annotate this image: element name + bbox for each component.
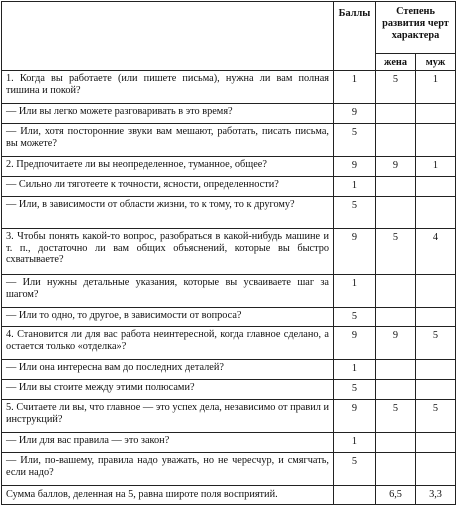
summary-row [2, 486, 456, 505]
male-cell [416, 380, 456, 400]
table-row [2, 177, 456, 197]
question-text: — Или вы легко можете разговаривать в это время? [2, 104, 334, 124]
female-cell: 5 [376, 400, 416, 433]
table-row [2, 157, 456, 177]
female-cell [376, 197, 416, 229]
male-cell [416, 177, 456, 197]
score-cell: 1 [334, 71, 376, 104]
female-cell: 5 [376, 71, 416, 104]
female-cell: 5 [376, 229, 416, 275]
question-text: — Или вы стоите между этими полюсами? [2, 380, 334, 400]
question-text: — Или то одно, то другое, в зависимости от вопроса? [2, 308, 334, 327]
table-row [2, 104, 456, 124]
table-row [2, 275, 456, 308]
score-cell: 1 [334, 433, 376, 453]
table-row [2, 433, 456, 453]
table-row [2, 308, 456, 327]
header-row [2, 2, 456, 54]
table-row [2, 327, 456, 360]
male-cell: 5 [416, 327, 456, 360]
male-cell: 4 [416, 229, 456, 275]
summary-female-cell: 6,5 [376, 486, 416, 505]
female-column-header: жена [376, 54, 416, 71]
table-row [2, 197, 456, 229]
question-text: 3. Чтобы понять какой-то вопрос, разобраться в какой-нибудь машине и т. п., достаточно ли вам общих объяснений, которые вы быстро схватываете? [2, 229, 334, 275]
score-cell: 9 [334, 229, 376, 275]
score-cell: 1 [334, 177, 376, 197]
score-cell: 5 [334, 197, 376, 229]
table-row [2, 360, 456, 380]
question-text: 4. Становится ли для вас работа неинтересной, когда главное сделано, а остается только «отделка»? [2, 327, 334, 360]
score-cell: 9 [334, 327, 376, 360]
male-cell [416, 275, 456, 308]
table-row [2, 453, 456, 486]
questionnaire-table [1, 1, 456, 505]
question-text: 1. Когда вы работаете (или пишете письма), нужна ли вам полная тишина и покой? [2, 71, 334, 104]
male-cell [416, 453, 456, 486]
score-column-header: Баллы [334, 2, 376, 71]
male-cell [416, 104, 456, 124]
female-cell [376, 275, 416, 308]
question-text: 2. Предпочитаете ли вы неопределенное, туманное, общее? [2, 157, 334, 177]
female-cell [376, 360, 416, 380]
question-text: — Или, в зависимости от области жизни, то к тому, то к другому? [2, 197, 334, 229]
question-text: 5. Считаете ли вы, что главное — это успех дела, независимо от правил и инструкций? [2, 400, 334, 433]
female-cell [376, 124, 416, 157]
summary-text: Сумма баллов, деленная на 5, равна широте поля восприятий. [2, 486, 334, 505]
question-text: — Или для вас правила — это закон? [2, 433, 334, 453]
score-cell: 1 [334, 360, 376, 380]
table-row [2, 400, 456, 433]
female-cell [376, 104, 416, 124]
question-column-header [2, 2, 334, 71]
question-text: — Или она интересна вам до последних деталей? [2, 360, 334, 380]
summary-score-cell [334, 486, 376, 505]
male-cell [416, 433, 456, 453]
female-cell [376, 380, 416, 400]
score-cell: 5 [334, 124, 376, 157]
table-row [2, 124, 456, 157]
question-text: — Или, по-вашему, правила надо уважать, но не чересчур, и смягчать, если надо? [2, 453, 334, 486]
male-cell: 1 [416, 157, 456, 177]
score-cell: 5 [334, 380, 376, 400]
question-text: — Или нужны детальные указания, которые вы усваиваете шаг за шагом? [2, 275, 334, 308]
female-cell: 9 [376, 157, 416, 177]
male-cell: 5 [416, 400, 456, 433]
table-row [2, 380, 456, 400]
male-column-header: муж [416, 54, 456, 71]
score-cell: 9 [334, 400, 376, 433]
female-cell [376, 308, 416, 327]
female-cell [376, 177, 416, 197]
question-text: — Сильно ли тяготеете к точности, ясности, определенности? [2, 177, 334, 197]
score-cell: 1 [334, 275, 376, 308]
male-cell [416, 308, 456, 327]
male-cell [416, 124, 456, 157]
male-cell [416, 197, 456, 229]
summary-male-cell: 3,3 [416, 486, 456, 505]
question-text: — Или, хотя посторонние звуки вам мешают, работать, писать письма, вы можете? [2, 124, 334, 157]
score-cell: 5 [334, 308, 376, 327]
male-cell [416, 360, 456, 380]
score-cell: 5 [334, 453, 376, 486]
table-row [2, 229, 456, 275]
score-cell: 9 [334, 157, 376, 177]
table-row [2, 71, 456, 104]
female-cell [376, 433, 416, 453]
female-cell: 9 [376, 327, 416, 360]
female-cell [376, 453, 416, 486]
traits-column-header: Степень развития черт характера [376, 2, 456, 54]
score-cell: 9 [334, 104, 376, 124]
male-cell: 1 [416, 71, 456, 104]
